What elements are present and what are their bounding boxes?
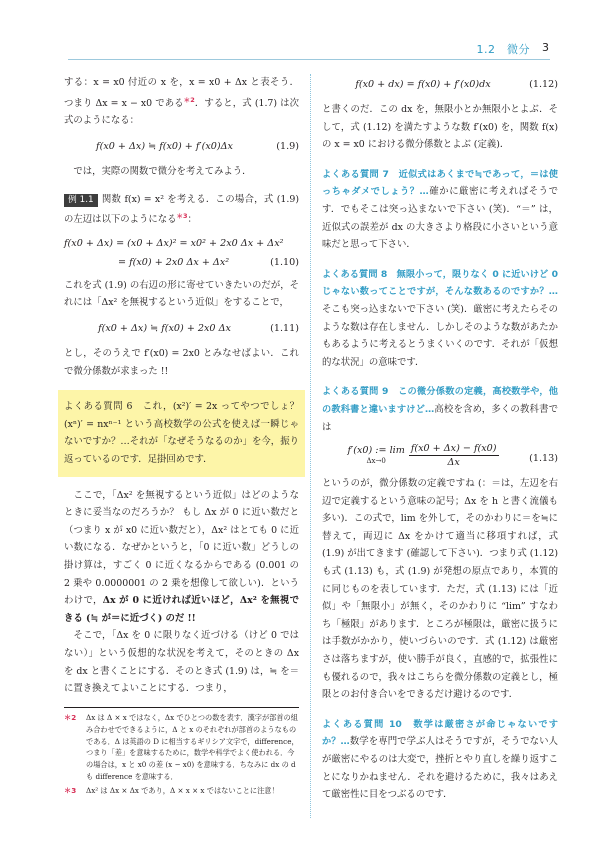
equation-number: (1.12) xyxy=(529,79,558,90)
footnote-text: Δx² は Δx × Δx であり，Δ × x × x ではないことに注意！ xyxy=(86,785,279,795)
text: ここで，「Δx² を無視するという近似」はどのようなときに妥当なのだろうか？ もし Δx が 0 に近い数だと（つまり x が x0 に近い数だと），Δx² はとても 0 に近い数になる．なぜかというと，「0 に近い数」どうしの掛け算は，すごく 0 に近くなるからである (0.001 の 2 乗や 0.0000001 の 2 乗を想像して欲しい)．というわけで， xyxy=(64,489,299,607)
equation-number: (1.9) xyxy=(276,140,299,152)
faq-answer: 数学を専門で学ぶ人はそうですが，そうでない人が厳密にやるのは大変で，挫折とやり直しを繰り返すことになりかねません．それを避けるために，我々はあえて厳密性に目をつぶるのです． xyxy=(322,736,558,801)
equation-number: (1.13) xyxy=(529,453,558,465)
paragraph: では，実際の関数で微分を考えてみよう． xyxy=(64,165,252,177)
equation-1-9 xyxy=(64,138,299,155)
equation-1-10a xyxy=(64,235,299,252)
paragraph xyxy=(64,74,299,130)
footnote-mark: ＊3 xyxy=(64,785,77,795)
equation-body: = f(x0) + 2x0 Δx + Δx² xyxy=(118,256,230,268)
faq-answer: 確かに厳密に考えればそうです．でもそこは突っ込まないで下さい (笑)．“＝” は，近似式の誤差が dx の大きさより格段に小さいという意味だと思って下さい． xyxy=(322,186,559,251)
equation-number: (1.10) xyxy=(270,256,299,268)
faq-question: よくある質問 10 数学は厳密さが命じゃないですか？… xyxy=(322,718,558,748)
footnote-2 xyxy=(64,712,299,783)
example-label: 例 1.1 xyxy=(64,194,98,207)
fraction-numerator: f(x0 + Δx) − f(x0) xyxy=(410,443,497,455)
equation-1-10b xyxy=(64,254,299,271)
emphasis-text: Δx が 0 に近ければ近いほど，Δx² を無視できる (≒ が＝に近づく) のだ !! xyxy=(64,595,299,624)
footnotes xyxy=(64,712,299,799)
faq-10 xyxy=(322,716,558,804)
faq-6 xyxy=(58,390,305,476)
paragraph: これを式 (1.9) の右辺の形に寄せていきたいのだが，それには「Δx² を無視するという近似」をすることで， xyxy=(64,279,299,309)
faq-question: よくある質問 6 これ，(x²)′ = 2x ってやつでしょ？ (xⁿ)′ = nxⁿ⁻¹ という高校数学の公式を使えば一瞬じゃないですか？… xyxy=(64,401,299,448)
left-column xyxy=(64,74,299,698)
faq-8 xyxy=(322,266,558,372)
example-1-1 xyxy=(64,191,299,229)
footnote-rule xyxy=(64,707,299,708)
limit-expression xyxy=(347,445,404,467)
text: ： xyxy=(187,214,197,226)
paragraph xyxy=(64,487,299,628)
faq-answer: そこも突っ込まないで下さい (笑)．厳密に考えたらそのような数は存在しません．しかしそのような数があたかもあるように考えるとうまくいくのです．それが「仮想的な状況」の意味です． xyxy=(322,303,558,368)
fraction-denominator: Δx xyxy=(447,457,460,469)
equation-1-12 xyxy=(322,76,558,93)
footnote-mark: ＊2 xyxy=(64,713,77,722)
equation-number: (1.11) xyxy=(270,323,299,334)
right-column xyxy=(322,74,558,808)
equation-body: f(x0 + Δx) ≒ f(x0) + 2x0 Δx xyxy=(98,323,231,334)
text: 関数 f(x) = x² を考える．この場合，式 (1.9) の左辺は以下のようになる xyxy=(64,193,299,226)
running-header-section: 1.2 微分 xyxy=(476,43,530,56)
limit-lhs: f′(x0) := lim xyxy=(347,444,405,456)
equation-1-11 xyxy=(64,320,299,337)
faq-answer: それが「なぜそうなるのか」を今，振り返っているのです．足掛回めです． xyxy=(64,436,299,465)
equation-body: f(x0 + dx) = f(x0) + f′(x0)dx xyxy=(355,79,491,90)
fraction xyxy=(409,442,499,469)
paragraph: そこで，「Δx を 0 に限りなく近づける（けど 0 ではない）」という仮想的な状況を考えて，そのときの Δx を dx と書くことにする．そのとき式 (1.9) は，≒ を＝に置き換えてよいことにする．つまり， xyxy=(64,630,299,695)
footnote-text: Δx は Δ × x ではなく，Δx でひとつの数を表す．漢字が部首の組み合わせでできるように，Δ と x のそれぞれが部首のようなものである．Δ は英語の D に相当するギリシア文字で，difference，つまり「差」を意味するために，数学や科学でよく使われる．今の場合は，x と x0 の差 (x − x0) を意味する．ちなみに dx の d も difference を意味する． xyxy=(86,713,299,781)
faq-7 xyxy=(322,166,558,254)
faq-9 xyxy=(322,383,558,436)
equation-1-13 xyxy=(322,442,558,469)
equation-body: f(x0 + Δx) ≒ f(x0) + f′(x0)Δx xyxy=(96,140,233,152)
faq-answer: 高校を含め，多くの教科書では xyxy=(322,403,558,433)
faq-question: よくある質問 9 この微分係数の定義，高校数学や，他の教科書と違いますけど… xyxy=(322,386,558,415)
equation-body: f(x0 + Δx) = (x0 + Δx)² = x0² + 2x0 Δx + Δx² xyxy=(64,237,284,249)
text: ．すると，式 (1.7) は次式のようになる： xyxy=(64,97,299,127)
faq-question: よくある質問 7 近似式はあくまで≒であって，＝は使っちゃダメでしょう？… xyxy=(322,168,558,198)
paragraph: とし，そのうえで f′(x0) = 2x0 とみなせばよい．これで微分係数が求まった !! xyxy=(64,348,299,377)
text: する：x = x0 付近の x を，x = x0 + Δx と表そう．つまり Δx = x − x0 である xyxy=(64,77,299,109)
faq-question: よくある質問 8 無限小って，限りなく 0 に近いけど 0 じゃない数ってことですが，そんな数あるのですか？… xyxy=(322,268,558,298)
limit-subscript: Δx→0 xyxy=(366,456,386,465)
paragraph: というのが，微分係数の定義ですね (：＝は，左辺を右辺で定義するという意味の記号；Δx を h と書く流儀も多い)．この式で，lim を外して，そのかわりに＝を≒に替えて，両辺に Δx をかけて適当に移項すれば，式 (1.9) が出てきます (確認して下さい)．つまり式 (1.12) も式 (1.13) も，式 (1.9) が発想の原点であり，本質的に同じものを表しています．ただ，式 (1.13) には「近似」や「無限小」が無く，そのかわりに “lim” すなわち「極限」があります．ところが極限は，厳密に扱うには手数がかかり，使いづらいのです．式 (1.12) は厳密さは落ちますが，使い勝手が良く，直感的で，拡張性にも優れるので，我々はこちらを微分係数の定義とし，極限とのお付き合いをできるだけ避けるのです． xyxy=(322,478,558,701)
column-divider xyxy=(310,74,311,818)
footnote-ref[interactable]: ＊2 xyxy=(183,95,195,104)
footnote-ref[interactable]: ＊3 xyxy=(176,212,188,221)
page-number: 3 xyxy=(542,41,549,54)
header-rule xyxy=(68,59,550,60)
paragraph: と書くのだ．この dx を，無限小とか無限小とよぶ．そして，式 (1.12) を満たすような数 f′(x0) を，関数 f(x) の x = x0 における微分係数とよぶ (定義)． xyxy=(322,104,558,151)
footnote-3 xyxy=(64,785,299,797)
